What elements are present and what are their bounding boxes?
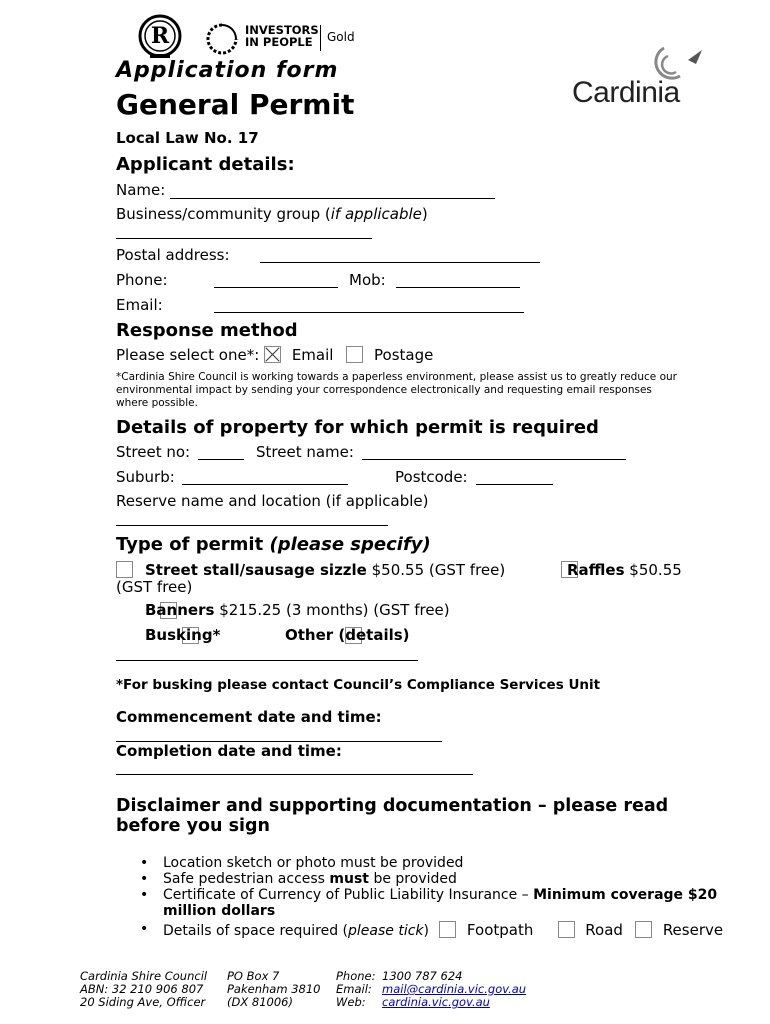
form-subtitle: Application form xyxy=(116,58,339,83)
footer-web-link[interactable]: cardinia.vic.gov.au xyxy=(382,995,490,1009)
road-checkbox[interactable] xyxy=(558,921,575,938)
response-heading: Response method xyxy=(116,320,298,341)
page-title: General Permit xyxy=(116,88,355,121)
road-label: Road xyxy=(585,921,623,939)
reserve-option-label: Reserve xyxy=(662,921,724,939)
disclaimer-heading: Disclaimer and supporting documentation – please read before you sign xyxy=(116,796,669,836)
raffles-option: Raffles $50.55 xyxy=(567,561,682,579)
stall-checkbox[interactable] xyxy=(116,561,133,578)
iip-line-2: IN PEOPLE xyxy=(245,35,313,49)
quality-logo xyxy=(138,14,182,58)
laurel-wreath-icon xyxy=(205,22,239,56)
footer-postal: PO Box 7 Pakenham 3810 (DX 81006) xyxy=(227,969,321,1009)
list-item: • Details of space required (please tick) Footpath Road Reserve xyxy=(117,921,747,939)
property-heading: Details of property for which permit is required xyxy=(116,417,599,438)
banners-option: Banners $215.25 (3 months) (GST free) xyxy=(145,601,450,619)
cardinia-wordmark: Cardinia xyxy=(572,76,680,109)
postcode-field[interactable] xyxy=(476,484,553,485)
reserve-field[interactable] xyxy=(116,525,388,526)
paperless-note: *Cardinia Shire Council is working towards a paperless environment, please assist us to greatly reduce our environmental impact by sending your correspondence electronically and requesting email responses where possible. xyxy=(116,371,677,409)
street-name-field[interactable] xyxy=(362,459,626,460)
footpath-checkbox[interactable] xyxy=(439,921,456,938)
requirements-list xyxy=(117,855,747,939)
footpath-label: Footpath xyxy=(466,921,534,939)
email-checkbox[interactable] xyxy=(264,346,281,363)
list-item: • Certificate of Currency of Public Liability Insurance – Minimum coverage $20 million dollars xyxy=(117,887,747,919)
applicant-heading: Applicant details: xyxy=(116,154,295,175)
footer-email-link[interactable]: mail@cardinia.vic.gov.au xyxy=(382,982,527,996)
postcode-label: Postcode: xyxy=(395,468,468,486)
street-no-label: Street no: xyxy=(116,443,191,461)
email-label: Email: xyxy=(116,296,163,314)
name-field[interactable] xyxy=(170,184,495,199)
busking-option: Busking* xyxy=(145,626,221,644)
suburb-field[interactable] xyxy=(182,484,348,485)
other-option: Other (details) xyxy=(285,626,410,644)
footer-contact: Phone: 1300 787 624 Email: mail@cardinia.vic.gov.au Web: cardinia.vic.gov.au xyxy=(336,969,527,1009)
street-name-label: Street name: xyxy=(256,443,354,461)
raffles-gst: (GST free) xyxy=(116,578,193,596)
footer-phone: 1300 787 624 xyxy=(382,969,463,983)
reserve-checkbox[interactable] xyxy=(635,921,652,938)
email-field[interactable] xyxy=(214,312,524,313)
local-law: Local Law No. 17 xyxy=(116,129,259,147)
suburb-label: Suburb: xyxy=(116,468,175,486)
postal-label: Postal address: xyxy=(116,246,230,264)
quality-seal-letter: R xyxy=(150,23,170,49)
iip-level: Gold xyxy=(327,30,355,44)
response-prompt: Please select one*: xyxy=(116,346,260,364)
postage-option-label: Postage xyxy=(374,346,434,364)
phone-field[interactable] xyxy=(214,287,338,288)
name-label: Name: xyxy=(116,181,166,199)
other-details-field[interactable] xyxy=(116,660,418,661)
mob-label: Mob: xyxy=(349,271,386,289)
list-item: • Location sketch or photo must be provided xyxy=(117,855,747,871)
phone-label: Phone: xyxy=(116,271,168,289)
postal-field[interactable] xyxy=(260,262,540,263)
street-no-field[interactable] xyxy=(198,459,244,460)
postage-checkbox[interactable] xyxy=(346,346,363,363)
cardinia-logo xyxy=(572,44,712,114)
stall-option: Street stall/sausage sizzle $50.55 (GST free) xyxy=(145,561,506,579)
iip-line-1: INVESTORS xyxy=(245,23,319,37)
mob-field[interactable] xyxy=(396,287,520,288)
busking-note: *For busking please contact Council’s Compliance Services Unit xyxy=(116,677,601,693)
group-label: Business/community group (if applicable) xyxy=(116,205,428,223)
completion-label: Completion date and time: xyxy=(116,742,342,760)
email-option-label: Email xyxy=(291,346,334,364)
footer-council: Cardinia Shire Council ABN: 32 210 906 807 20 Siding Ave, Officer xyxy=(80,969,208,1009)
commencement-label: Commencement date and time: xyxy=(116,708,382,726)
list-item: • Safe pedestrian access must be provided xyxy=(117,871,747,887)
permit-type-heading: Type of permit (please specify) xyxy=(116,534,431,555)
reserve-label: Reserve name and location (if applicable) xyxy=(116,492,429,510)
completion-field[interactable] xyxy=(116,774,473,775)
group-field[interactable] xyxy=(116,238,372,239)
